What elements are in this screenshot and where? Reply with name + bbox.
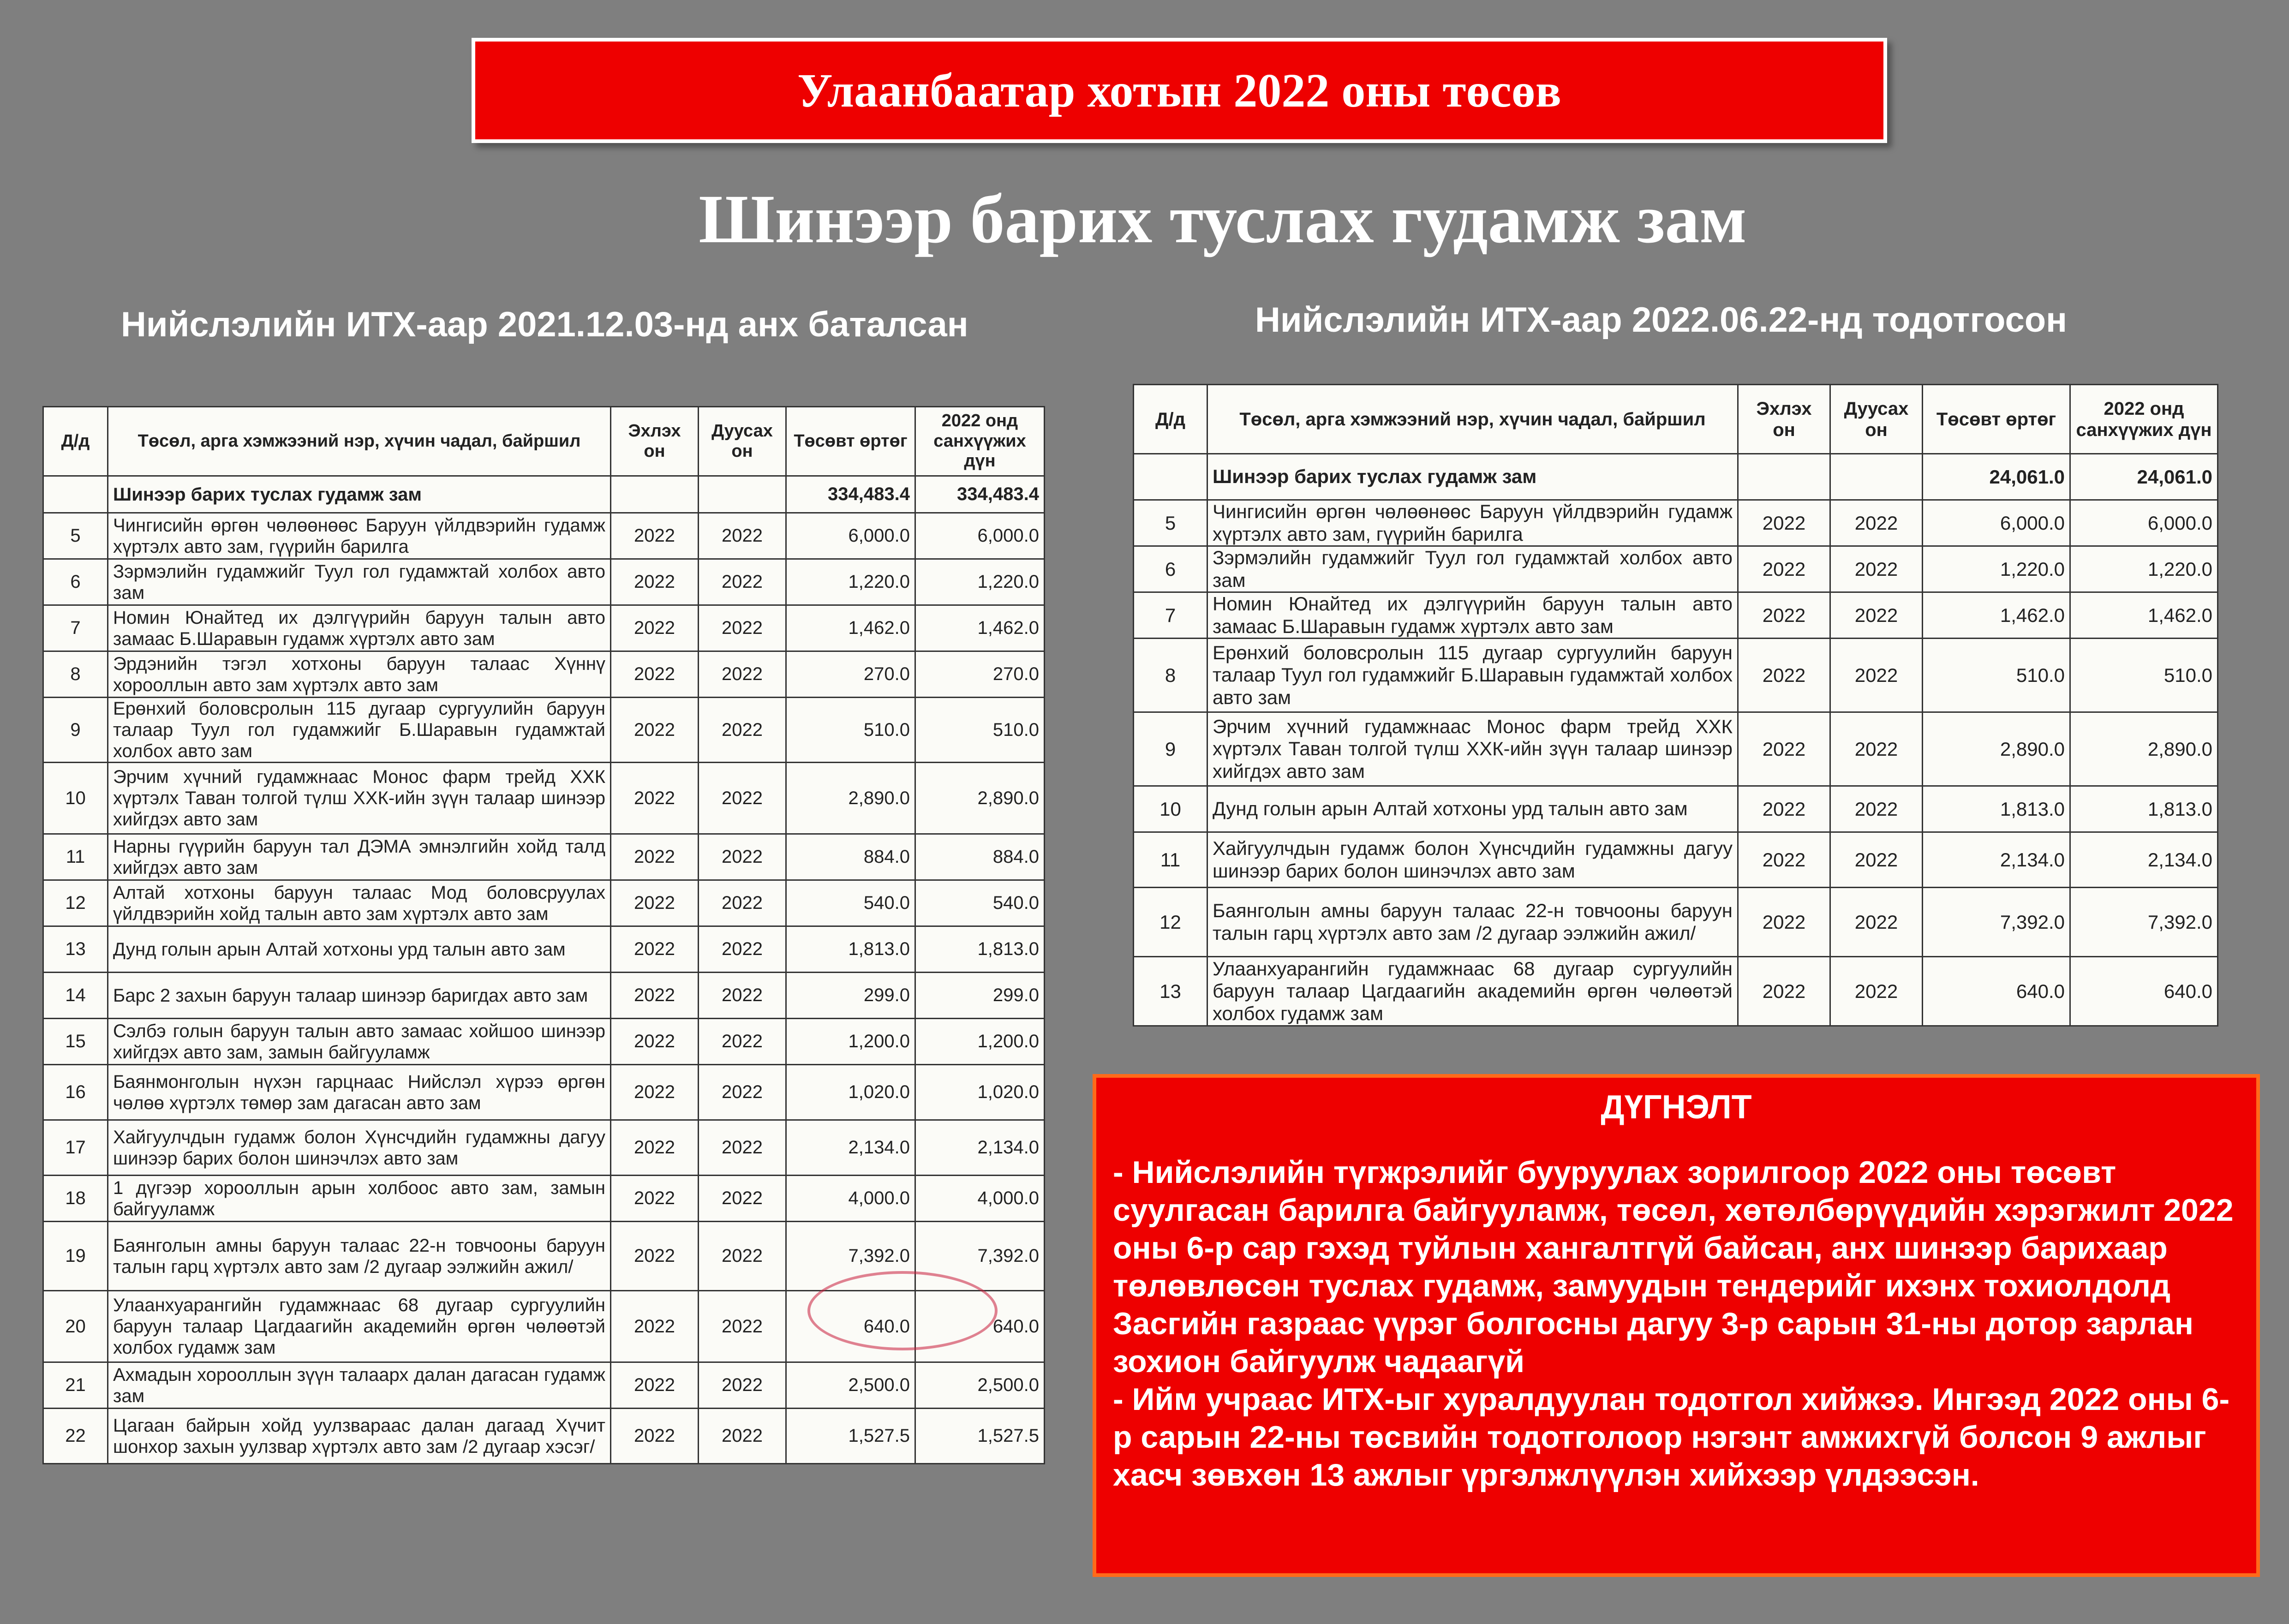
- row-no: 5: [1134, 500, 1207, 546]
- row-name: Чингисийн өргөн чөлөөнөөс Баруун үйлдвэрийн гудамж хүртэлх авто зам, гүүрийн барилга: [108, 513, 611, 559]
- row-cost: 1,462.0: [786, 605, 915, 651]
- row-name: Улаанхуарангийн гудамжнаас 68 дугаар сургуулийн баруун талаар Цагдаагийн академийн өргөн чөлөөтэй холбох гудамж зам: [108, 1291, 611, 1362]
- row-name: Сэлбэ голын баруун талын авто замаас хойшоо шинээр хийгдэх авто зам, замын байгууламж: [108, 1019, 611, 1065]
- row-no: 18: [43, 1176, 108, 1222]
- row-end: 2022: [1830, 832, 1923, 888]
- conclusion-paragraph: - Нийслэлийн түгжрэлийг бууруулах зорилгоор 2022 оны төсөвт суулгасан барилга байгууламж, төсөл, хөтөлбөрүүдийн хэрэгжилт 2022 оны 6-р сар гэхэд туйлын хангалтгүй байсан, анх шинээр барихаар төлөвлөсөн туслах гудамж, замуудын тендерийг ихэнх тохиолдолд Засгийн газраас үүрэг болгосны дагуу 3-р сарын 31-ны дотор зарлан зохион байгуулж чадаагүй: [1113, 1155, 2234, 1379]
- row-end: 2022: [1830, 546, 1923, 592]
- row-name: 1 дүгээр хорооллын арын холбоос авто зам, замын байгууламж: [108, 1176, 611, 1222]
- table-row: [43, 880, 1045, 926]
- row-cost: 7,392.0: [1923, 888, 2070, 957]
- row-name: Зэрмэлийн гудамжийг Туул гол гудамжтай холбох авто зам: [1207, 546, 1738, 592]
- row-end: 2022: [1830, 786, 1923, 832]
- row-cost: 1,220.0: [1923, 546, 2070, 592]
- row-name: Дунд голын арын Алтай хотхоны урд талын авто зам: [1207, 786, 1738, 832]
- header-start: Эхлэх он: [611, 407, 699, 476]
- header-cost: Төсөвт өртөг: [786, 407, 915, 476]
- row-name: Чингисийн өргөн чөлөөнөөс Баруун үйлдвэрийн гудамж хүртэлх авто зам, гүүрийн барилга: [1207, 500, 1738, 546]
- row-budget: 299.0: [915, 973, 1045, 1019]
- row-start: 2022: [1738, 786, 1830, 832]
- row-no: 16: [43, 1065, 108, 1120]
- row-budget: 540.0: [915, 880, 1045, 926]
- row-end: 2022: [699, 1120, 786, 1176]
- row-cost: 270.0: [786, 651, 915, 698]
- row-cost: 2,134.0: [786, 1120, 915, 1176]
- row-budget: 640.0: [2070, 957, 2218, 1026]
- row-end: 2022: [699, 1409, 786, 1464]
- row-end: 2022: [699, 1222, 786, 1291]
- table-row: [1134, 500, 2218, 546]
- row-budget: 640.0: [915, 1291, 1045, 1362]
- row-start: 2022: [611, 926, 699, 973]
- row-start: 2022: [1738, 546, 1830, 592]
- row-start: [611, 476, 699, 513]
- row-name: Баянголын амны баруун талаас 22-н товчооны баруун талын гарц хүртэлх авто зам /2 дугаар ээлжийн ажил/: [108, 1222, 611, 1291]
- header-no: Д/д: [1134, 385, 1207, 454]
- summary-row: [1134, 454, 2218, 500]
- row-cost: 2,890.0: [786, 763, 915, 834]
- row-end: 2022: [699, 926, 786, 973]
- row-name: Алтай хотхоны баруун талаас Мод боловсруулах үйлдвэрийн хойд талын авто зам хүртэлх авто зам: [108, 880, 611, 926]
- table-row: [43, 1291, 1045, 1362]
- row-budget: 1,462.0: [2070, 592, 2218, 639]
- header-start: Эхлэх он: [1738, 385, 1830, 454]
- row-budget: 1,020.0: [915, 1065, 1045, 1120]
- row-name: Ерөнхий боловсролын 115 дугаар сургуулийн баруун талаар Туул гол гудамжийг Б.Шаравын гудамжтай холбох авто зам: [108, 698, 611, 763]
- row-start: 2022: [611, 1019, 699, 1065]
- row-end: 2022: [699, 1291, 786, 1362]
- row-no: 6: [43, 559, 108, 605]
- row-budget: 334,483.4: [915, 476, 1045, 513]
- title-banner: [472, 38, 1887, 143]
- row-end: 2022: [699, 763, 786, 834]
- row-budget: 270.0: [915, 651, 1045, 698]
- page-subtitle: Шинээр барих туслах гудамж зам: [699, 181, 1747, 257]
- row-no: 11: [1134, 832, 1207, 888]
- row-budget: 2,890.0: [915, 763, 1045, 834]
- row-cost: 1,220.0: [786, 559, 915, 605]
- row-start: 2022: [611, 1176, 699, 1222]
- row-cost: 540.0: [786, 880, 915, 926]
- row-start: 2022: [611, 1291, 699, 1362]
- conclusion-text: [1113, 1153, 2240, 1494]
- row-cost: 2,500.0: [786, 1362, 915, 1409]
- table-header-row: [43, 407, 1045, 476]
- row-no: 8: [1134, 639, 1207, 712]
- row-cost: 1,020.0: [786, 1065, 915, 1120]
- row-budget: 1,813.0: [915, 926, 1045, 973]
- table-row: [1134, 546, 2218, 592]
- row-start: 2022: [611, 973, 699, 1019]
- row-name: Эрдэнийн тэгэл хотхоны баруун талаас Хүннү хорооллын авто зам хүртэлх авто зам: [108, 651, 611, 698]
- row-start: 2022: [611, 1120, 699, 1176]
- row-cost: 640.0: [786, 1291, 915, 1362]
- row-no: 9: [1134, 712, 1207, 786]
- row-no: 22: [43, 1409, 108, 1464]
- table-row: [43, 1362, 1045, 1409]
- row-budget: 1,200.0: [915, 1019, 1045, 1065]
- row-end: 2022: [1830, 712, 1923, 786]
- row-name: Шинээр барих туслах гудамж зам: [108, 476, 611, 513]
- row-end: 2022: [699, 513, 786, 559]
- row-cost: 510.0: [786, 698, 915, 763]
- row-start: 2022: [611, 1222, 699, 1291]
- row-budget: 884.0: [915, 834, 1045, 880]
- header-end: Дуусах он: [699, 407, 786, 476]
- header-cost: Төсөвт өртөг: [1923, 385, 2070, 454]
- row-end: 2022: [699, 559, 786, 605]
- row-name: Баянмонголын нүхэн гарцнаас Нийслэл хүрээ өргөн чөлөө хүртэлх төмөр зам дагасан авто зам: [108, 1065, 611, 1120]
- row-end: 2022: [699, 1362, 786, 1409]
- header-name: Төсөл, арга хэмжээний нэр, хүчин чадал, байршил: [1207, 385, 1738, 454]
- row-no: 20: [43, 1291, 108, 1362]
- row-start: 2022: [1738, 888, 1830, 957]
- row-name: Эрчим хүчний гудамжнаас Монос фарм трейд ХХК хүртэлх Таван толгой түлш ХХК-ийн зүүн талаар шинээр хийгдэх авто зам: [1207, 712, 1738, 786]
- row-no: 12: [1134, 888, 1207, 957]
- row-end: [1830, 454, 1923, 500]
- row-end: 2022: [699, 605, 786, 651]
- row-budget: 1,527.5: [915, 1409, 1045, 1464]
- row-cost: 2,890.0: [1923, 712, 2070, 786]
- row-end: [699, 476, 786, 513]
- row-budget: 2,500.0: [915, 1362, 1045, 1409]
- row-start: 2022: [611, 763, 699, 834]
- row-name: Ерөнхий боловсролын 115 дугаар сургуулийн баруун талаар Туул гол гудамжийг Б.Шаравын гудамжтай холбох авто зам: [1207, 639, 1738, 712]
- row-cost: 24,061.0: [1923, 454, 2070, 500]
- table-row: [1134, 639, 2218, 712]
- header-no: Д/д: [43, 407, 108, 476]
- row-no: [1134, 454, 1207, 500]
- table-row: [1134, 712, 2218, 786]
- table-row: [43, 698, 1045, 763]
- row-budget: 2,134.0: [2070, 832, 2218, 888]
- row-name: Эрчим хүчний гудамжнаас Монос фарм трейд ХХК хүртэлх Таван толгой түлш ХХК-ийн зүүн талаар шинээр хийгдэх авто зам: [108, 763, 611, 834]
- table-row: [43, 973, 1045, 1019]
- row-budget: 6,000.0: [915, 513, 1045, 559]
- row-no: 12: [43, 880, 108, 926]
- row-start: 2022: [611, 559, 699, 605]
- row-no: 11: [43, 834, 108, 880]
- header-name: Төсөл, арга хэмжээний нэр, хүчин чадал, байршил: [108, 407, 611, 476]
- row-cost: 1,813.0: [786, 926, 915, 973]
- revised-budget-table: [1133, 384, 2218, 1027]
- row-budget: 1,462.0: [915, 605, 1045, 651]
- row-no: 10: [43, 763, 108, 834]
- row-start: 2022: [1738, 639, 1830, 712]
- row-no: 7: [43, 605, 108, 651]
- row-budget: 1,220.0: [915, 559, 1045, 605]
- table-row: [43, 1065, 1045, 1120]
- row-no: 7: [1134, 592, 1207, 639]
- row-start: 2022: [611, 1065, 699, 1120]
- row-end: 2022: [699, 880, 786, 926]
- row-budget: 24,061.0: [2070, 454, 2218, 500]
- row-no: 10: [1134, 786, 1207, 832]
- row-no: 13: [43, 926, 108, 973]
- row-no: 5: [43, 513, 108, 559]
- header-end: Дуусах он: [1830, 385, 1923, 454]
- row-name: Барс 2 захын баруун талаар шинээр баригдах авто зам: [108, 973, 611, 1019]
- row-no: 6: [1134, 546, 1207, 592]
- row-cost: 510.0: [1923, 639, 2070, 712]
- row-start: 2022: [611, 651, 699, 698]
- row-end: 2022: [699, 651, 786, 698]
- row-cost: 7,392.0: [786, 1222, 915, 1291]
- row-no: 15: [43, 1019, 108, 1065]
- row-start: 2022: [611, 1362, 699, 1409]
- summary-row: [43, 476, 1045, 513]
- row-start: 2022: [611, 880, 699, 926]
- row-end: 2022: [699, 1019, 786, 1065]
- row-no: 8: [43, 651, 108, 698]
- row-name: Хайгуулчдын гудамж болон Хүнсчдийн гудамжны дагуу шинээр барих болон шинэчлэх авто зам: [1207, 832, 1738, 888]
- table-row: [43, 1019, 1045, 1065]
- table-row: [43, 1409, 1045, 1464]
- row-no: 19: [43, 1222, 108, 1291]
- row-budget: 510.0: [915, 698, 1045, 763]
- row-name: Ахмадын хорооллын зүүн талаарх далан дагасан гудамж зам: [108, 1362, 611, 1409]
- row-start: 2022: [1738, 712, 1830, 786]
- row-budget: 1,220.0: [2070, 546, 2218, 592]
- table-row: [43, 926, 1045, 973]
- table-row: [1134, 832, 2218, 888]
- row-start: 2022: [611, 698, 699, 763]
- row-cost: 2,134.0: [1923, 832, 2070, 888]
- row-no: 21: [43, 1362, 108, 1409]
- row-end: 2022: [699, 834, 786, 880]
- row-start: 2022: [611, 513, 699, 559]
- row-budget: 510.0: [2070, 639, 2218, 712]
- table-row: [43, 513, 1045, 559]
- row-name: Номин Юнайтед их дэлгүүрийн баруун талын авто замаас Б.Шаравын гудамж хүртэлх авто зам: [108, 605, 611, 651]
- table-row: [43, 834, 1045, 880]
- table-row: [43, 651, 1045, 698]
- header-budget: 2022 онд санхүүжих дүн: [2070, 385, 2218, 454]
- page-title: Улаанбаатар хотын 2022 оны төсөв: [797, 64, 1561, 117]
- row-budget: 1,813.0: [2070, 786, 2218, 832]
- row-no: 13: [1134, 957, 1207, 1026]
- row-end: 2022: [1830, 639, 1923, 712]
- row-cost: 4,000.0: [786, 1176, 915, 1222]
- row-start: 2022: [611, 1409, 699, 1464]
- table-row: [43, 1176, 1045, 1222]
- row-budget: 2,134.0: [915, 1120, 1045, 1176]
- row-budget: 7,392.0: [915, 1222, 1045, 1291]
- conclusion-paragraph: - Ийм учраас ИТХ-ыг хуралдуулан тодотгол хийжээ. Ингээд 2022 оны 6-р сарын 22-ны төсвийн тодотголоор нэгэнт амжихгүй болсон 9 ажлыг хасч зөвхөн 13 ажлыг үргэлжлүүлэн хийхээр үлдээсэн.: [1113, 1382, 2230, 1493]
- header-budget: 2022 онд санхүүжих дүн: [915, 407, 1045, 476]
- row-cost: 884.0: [786, 834, 915, 880]
- table-row: [1134, 888, 2218, 957]
- row-budget: 7,392.0: [2070, 888, 2218, 957]
- row-name: Нарны гүүрийн баруун тал ДЭМА эмнэлгийн хойд талд хийгдэх авто зам: [108, 834, 611, 880]
- row-start: 2022: [611, 605, 699, 651]
- table-row: [43, 605, 1045, 651]
- row-end: 2022: [1830, 500, 1923, 546]
- row-budget: 6,000.0: [2070, 500, 2218, 546]
- row-cost: 1,527.5: [786, 1409, 915, 1464]
- row-start: 2022: [611, 834, 699, 880]
- table-row: [43, 763, 1045, 834]
- row-start: [1738, 454, 1830, 500]
- row-cost: 6,000.0: [1923, 500, 2070, 546]
- row-end: 2022: [699, 1176, 786, 1222]
- table-row: [1134, 786, 2218, 832]
- original-budget-table: [42, 406, 1045, 1464]
- row-end: 2022: [1830, 592, 1923, 639]
- row-no: 17: [43, 1120, 108, 1176]
- row-start: 2022: [1738, 957, 1830, 1026]
- row-end: 2022: [699, 698, 786, 763]
- row-end: 2022: [1830, 888, 1923, 957]
- row-cost: 6,000.0: [786, 513, 915, 559]
- row-start: 2022: [1738, 500, 1830, 546]
- row-budget: 2,890.0: [2070, 712, 2218, 786]
- row-name: Шинээр барих туслах гудамж зам: [1207, 454, 1738, 500]
- table-row: [43, 559, 1045, 605]
- row-cost: 1,462.0: [1923, 592, 2070, 639]
- row-no: [43, 476, 108, 513]
- row-name: Цагаан байрын хойд уулзвараас далан дагаад Хүчит шонхор захын уулзвар хүртэлх авто зам /2 дугаар хэсэг/: [108, 1409, 611, 1464]
- conclusion-box: [1093, 1074, 2260, 1577]
- row-cost: 299.0: [786, 973, 915, 1019]
- row-no: 14: [43, 973, 108, 1019]
- row-cost: 334,483.4: [786, 476, 915, 513]
- row-end: 2022: [1830, 957, 1923, 1026]
- table-row: [1134, 592, 2218, 639]
- row-start: 2022: [1738, 832, 1830, 888]
- row-cost: 1,200.0: [786, 1019, 915, 1065]
- table-row: [43, 1120, 1045, 1176]
- table-row: [1134, 957, 2218, 1026]
- row-name: Баянголын амны баруун талаас 22-н товчооны баруун талын гарц хүртэлх авто зам /2 дугаар ээлжийн ажил/: [1207, 888, 1738, 957]
- row-cost: 640.0: [1923, 957, 2070, 1026]
- row-name: Номин Юнайтед их дэлгүүрийн баруун талын авто замаас Б.Шаравын гудамж хүртэлх авто зам: [1207, 592, 1738, 639]
- row-name: Улаанхуарангийн гудамжнаас 68 дугаар сургуулийн баруун талаар Цагдаагийн академийн өргөн чөлөөтэй холбох гудамж зам: [1207, 957, 1738, 1026]
- table-header-row: [1134, 385, 2218, 454]
- conclusion-title: ДҮГНЭЛТ: [1601, 1089, 1752, 1126]
- left-table-heading: Нийслэлийн ИТХ-аар 2021.12.03-нд анх баталсан: [121, 305, 968, 344]
- row-name: Дунд голын арын Алтай хотхоны урд талын авто зам: [108, 926, 611, 973]
- row-start: 2022: [1738, 592, 1830, 639]
- row-end: 2022: [699, 1065, 786, 1120]
- table-row: [43, 1222, 1045, 1291]
- right-table-heading: Нийслэлийн ИТХ-аар 2022.06.22-нд тодотгосон: [1255, 300, 2068, 340]
- row-cost: 1,813.0: [1923, 786, 2070, 832]
- row-end: 2022: [699, 973, 786, 1019]
- row-no: 9: [43, 698, 108, 763]
- row-name: Зэрмэлийн гудамжийг Туул гол гудамжтай холбох авто зам: [108, 559, 611, 605]
- row-budget: 4,000.0: [915, 1176, 1045, 1222]
- row-name: Хайгуулчдын гудамж болон Хүнсчдийн гудамжны дагуу шинээр барих болон шинэчлэх авто зам: [108, 1120, 611, 1176]
